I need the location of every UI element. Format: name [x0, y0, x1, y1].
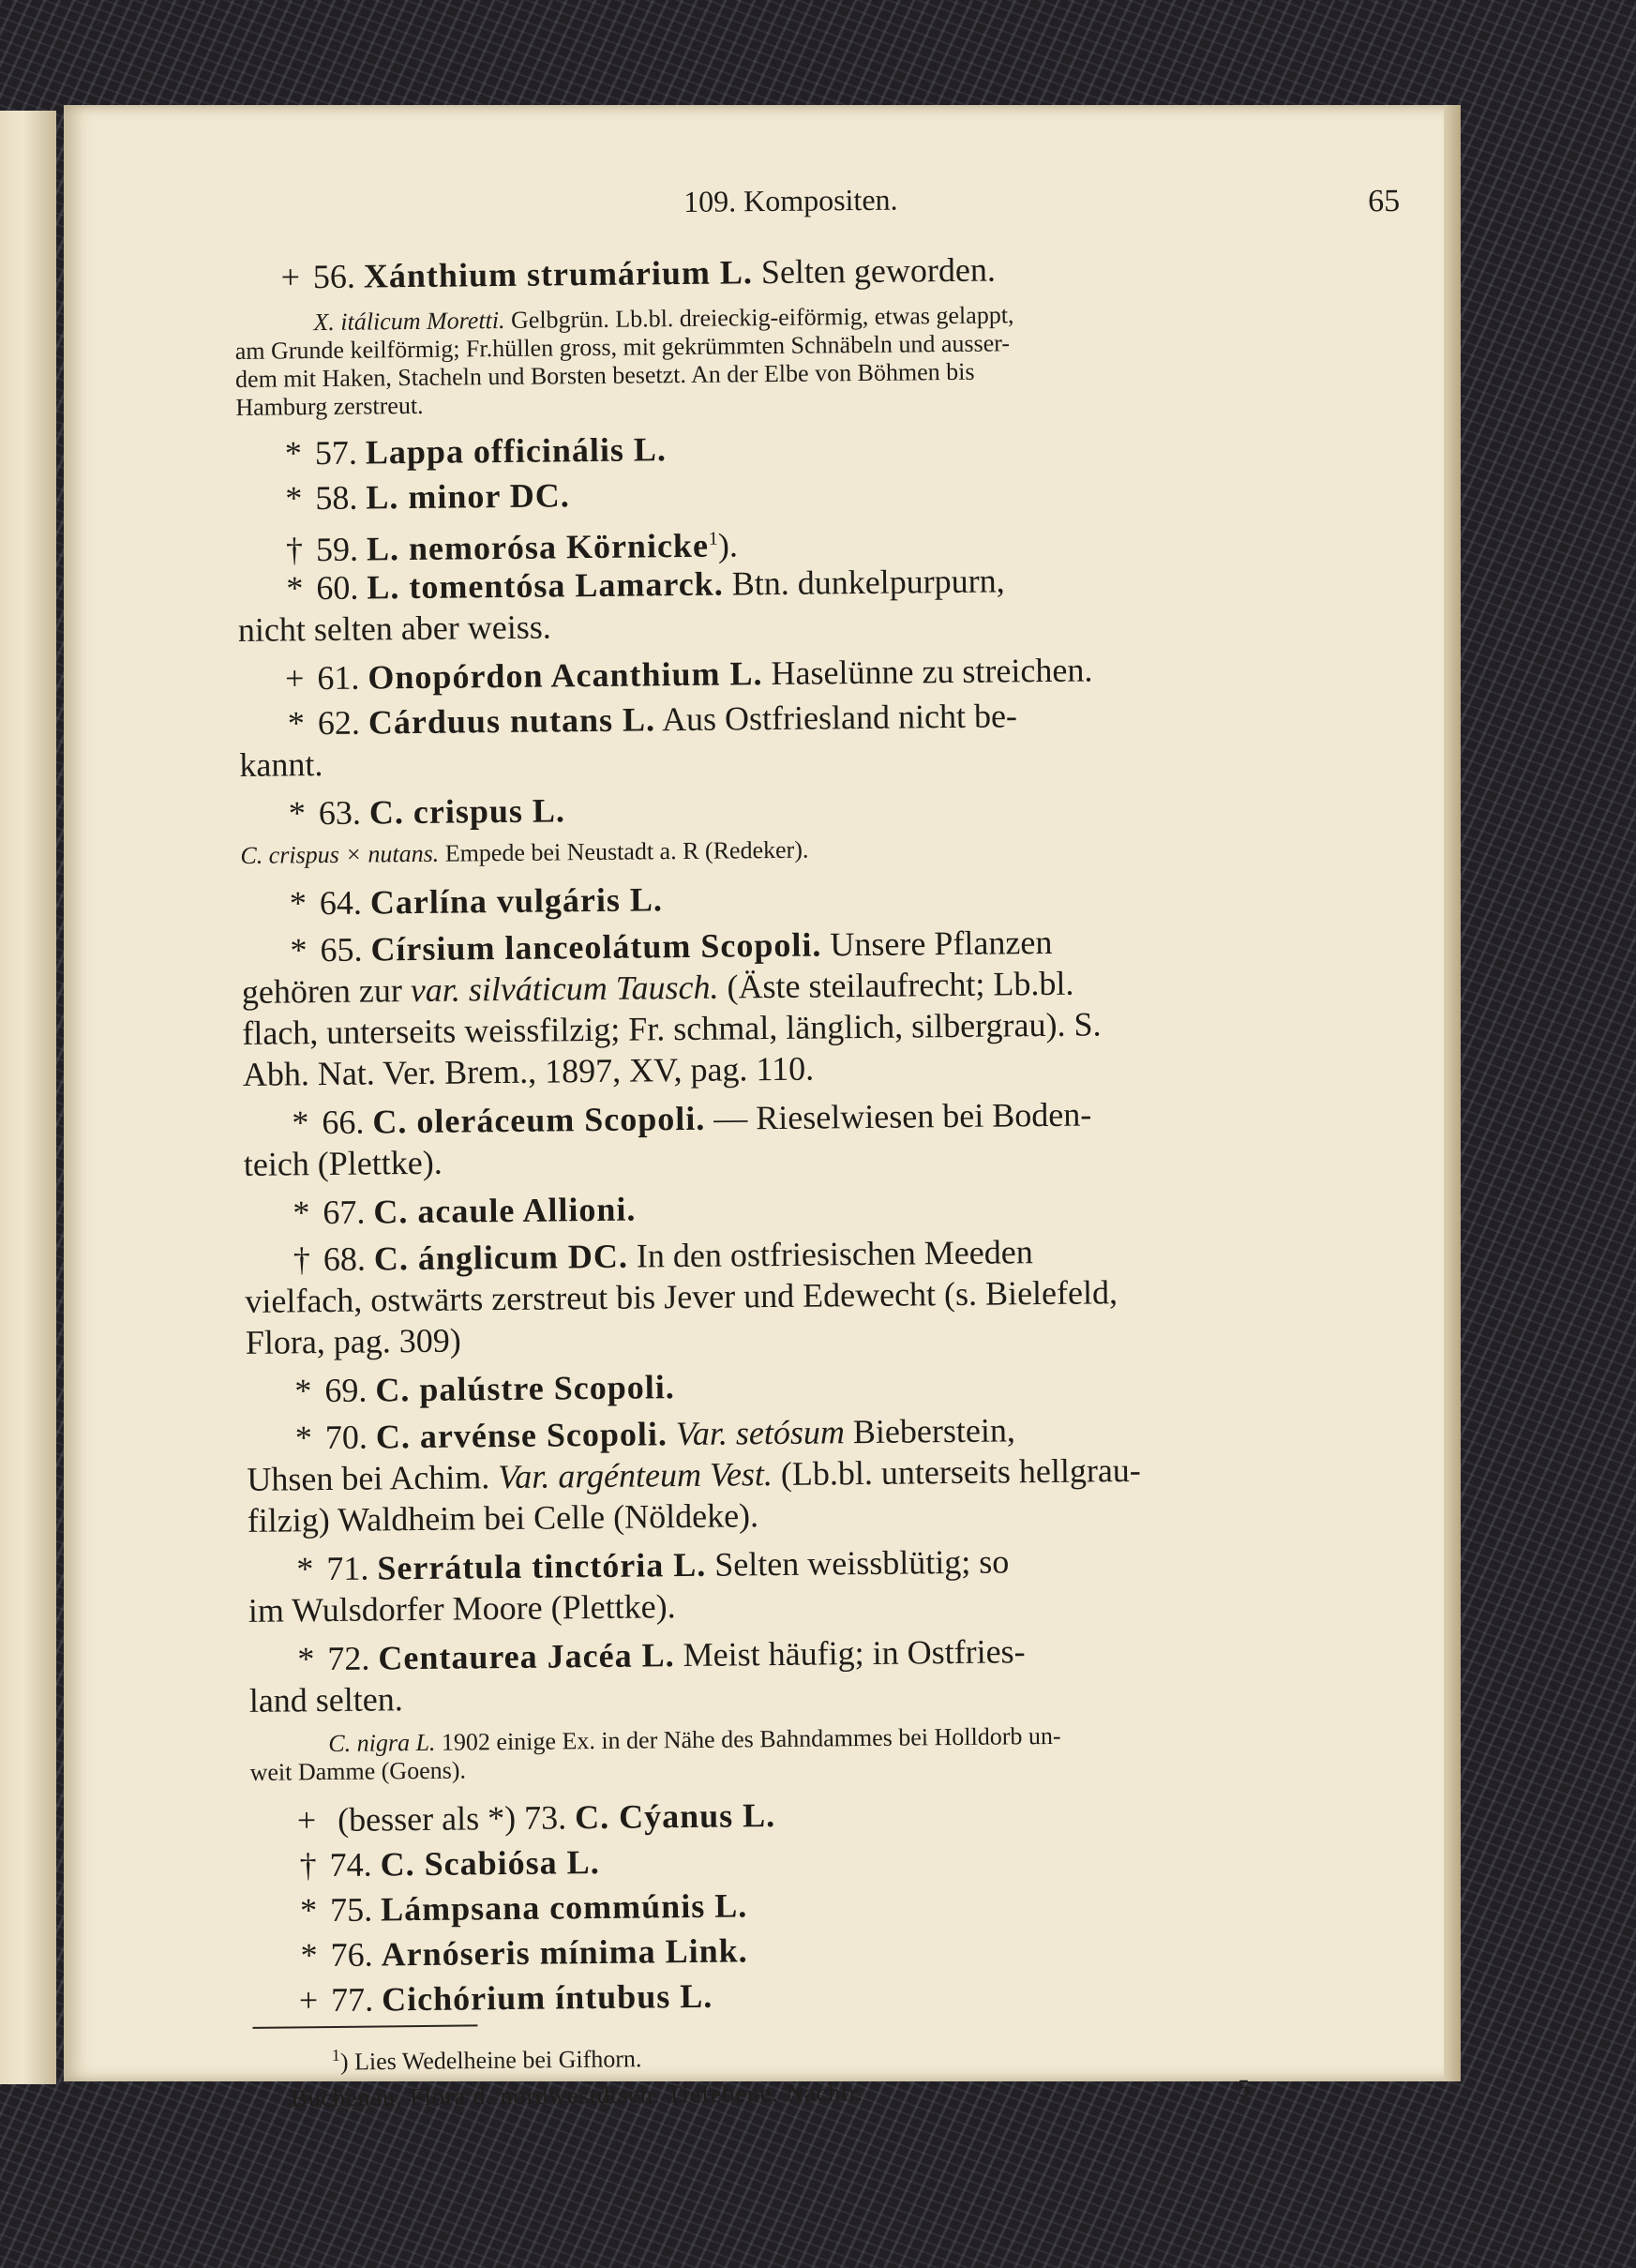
page-edge [1444, 105, 1461, 2081]
entry-59: † 59. L. nemorósa Körnicke$^1$). [285, 526, 739, 569]
entry-66-cont: teich (Plettke). [243, 1143, 443, 1183]
footnote-rule [252, 2024, 477, 2029]
book-page [64, 105, 1456, 2112]
entry-56: + 56. Xánthium strumárium L. Selten geworden. [280, 250, 997, 296]
entry-57: * 57. Lappa officinális L. [284, 430, 668, 473]
entry-68-cont: Flora, pag. 309) [245, 1321, 461, 1361]
entry-60: * 60. L. tomentósa Lamarck. Btn. dunkelpurpurn, [286, 562, 1005, 608]
entry-70-cont: filzig) Waldheim bei Celle (Nöldeke). [247, 1496, 759, 1540]
entry-61: + 61. Onopórdon Acanthium L. Haselünne zu streichen. [284, 651, 1093, 698]
entry-63: * 63. C. crispus L. [288, 791, 566, 833]
footnote: $^1$) Lies Wedelheine bei Gifhorn. [331, 2045, 642, 2076]
entry-62: * 62. Cárduus nutans L. Aus Ostfriesland nicht be- [287, 697, 1018, 743]
entry-72-note: C. nigra L. 1902 einige Ex. in der Nähe des Bahndammes bei Holldorb un- [328, 1721, 1061, 1758]
entry-72: * 72. Centaurea Jacéa L. Meist häufig; in Ostfries- [297, 1632, 1026, 1678]
entry-65-cont: flach, unterseits weissfilzig; Fr. schmal, länglich, silbergrau). S. [242, 1005, 1102, 1052]
entry-73: + (besser als *) 73. C. Cýanus L. [296, 1796, 776, 1840]
entry-69: * 69. C. palústre Scopoli. [294, 1368, 675, 1410]
page-number: 65 [1367, 183, 1401, 219]
entry-75: * 75. Lámpsana commúnis L. [299, 1886, 748, 1930]
running-header: 109. Kompositen. [683, 182, 898, 218]
entry-65-cont: gehören zur var. silváticum Tausch. (Äste steilaufrecht; Lb.bl. [241, 964, 1074, 1011]
entry-70: * 70. C. arvénse Scopoli. Var. setósum Bieberstein, [294, 1411, 1016, 1457]
entry-74: † 74. C. Scabiósa L. [299, 1843, 600, 1885]
entry-68-cont: vielfach, ostwärts zerstreut bis Jever und Edewecht (s. Bielefeld, [245, 1273, 1118, 1320]
entry-72-cont: land selten. [248, 1680, 403, 1720]
entry-63-note: C. crispus × nutans. Empede bei Neustadt a. R (Redeker). [240, 835, 809, 869]
entry-65-cont: Abh. Nat. Ver. Brem., 1897, XV, pag. 110. [242, 1049, 815, 1093]
entry-77: + 77. Cichórium íntubus L. [298, 1976, 713, 2020]
entry-56-note: X. itálicum Moretti. Gelbgrün. Lb.bl. dreieckig-eiförmig, etwas gelappt, [313, 301, 1014, 337]
entry-71-cont: im Wulsdorfer Moore (Plettke). [248, 1587, 676, 1630]
entry-56-note-line: dem mit Haken, Stacheln und Borsten besetzt. An der Elbe von Böhmen bis [234, 357, 975, 393]
entry-58: * 58. L. minor DC. [285, 476, 570, 518]
entry-70-cont: Uhsen bei Achim. Var. argénteum Vest. (Lb.bl. unterseits hellgrau- [247, 1450, 1142, 1498]
entry-60-cont: nicht selten aber weiss. [237, 608, 551, 649]
entry-64: * 64. Carlína vulgáris L. [289, 880, 664, 923]
entry-71: * 71. Serrátula tinctória L. Selten weissblütig; so [296, 1542, 1010, 1588]
entry-76: * 76. Arnóseris mínima Link. [300, 1931, 748, 1975]
entry-68: † 68. C. ánglicum DC. In den ostfriesischen Meeden [293, 1233, 1033, 1279]
entry-56-note-line: am Grunde keilförmig; Fr.hüllen gross, mit gekrümmten Schnäbeln und ausser- [234, 329, 1011, 365]
footer-signature-line: Buchenau, Flora d. nordwestdtsch. Tiefebene. Nachtr. [291, 2079, 864, 2112]
entry-62-cont: kannt. [239, 745, 323, 784]
entry-65: * 65. Círsium lanceolátum Scopoli. Unsere Pflanzen [290, 923, 1053, 969]
entry-56-note-line: Hamburg zerstreut. [235, 391, 424, 421]
left-page-edge [0, 111, 56, 2084]
entry-72-note-line: weit Damme (Goens). [249, 1756, 467, 1786]
footer-signature-number: 5 [1238, 2074, 1251, 2102]
entry-66: * 66. C. oleráceum Scopoli. — Rieselwiesen bei Boden- [292, 1095, 1092, 1142]
entry-67: * 67. C. acaule Allioni. [293, 1190, 637, 1232]
